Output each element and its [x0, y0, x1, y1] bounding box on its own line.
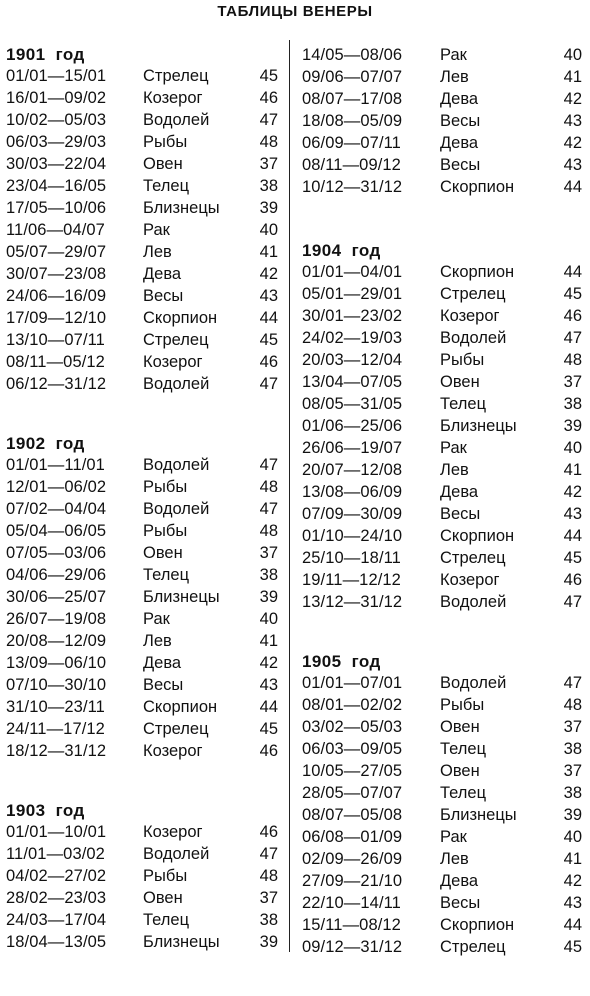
zodiac-sign: Лев [440, 461, 469, 479]
date-range: 23/04—16/05 [6, 177, 107, 195]
sign-code: 46 [259, 823, 278, 841]
sign-code: 44 [259, 698, 278, 716]
date-range: 13/04—07/05 [302, 373, 403, 391]
table-row [302, 415, 582, 437]
zodiac-sign: Рыбы [143, 867, 188, 885]
table-row [302, 349, 582, 371]
table-row [302, 481, 582, 503]
date-range: 04/02—27/02 [6, 867, 107, 885]
sign-code: 41 [259, 632, 278, 650]
sign-code: 40 [563, 439, 582, 457]
zodiac-sign: Овен [440, 373, 480, 391]
zodiac-sign: Овен [440, 762, 480, 780]
table-row [302, 782, 582, 804]
sign-code: 37 [259, 544, 278, 562]
table-row [302, 371, 582, 393]
table-row [302, 503, 582, 525]
zodiac-sign: Телец [440, 740, 487, 758]
table-row [6, 909, 278, 931]
table-row [302, 261, 582, 283]
table-row [6, 718, 278, 740]
table-row [302, 569, 582, 591]
sign-code: 39 [563, 806, 582, 824]
zodiac-sign: Водолей [143, 500, 210, 518]
zodiac-sign: Дева [440, 483, 479, 501]
sign-code: 45 [563, 938, 582, 956]
zodiac-sign: Водолей [143, 845, 210, 863]
table-row [302, 154, 582, 176]
zodiac-sign: Рак [143, 610, 170, 628]
zodiac-sign: Козерог [440, 571, 500, 589]
zodiac-sign: Рыбы [143, 522, 188, 540]
zodiac-sign: Скорпион [440, 916, 515, 934]
table-row [6, 498, 278, 520]
zodiac-sign: Водолей [143, 375, 210, 393]
table-row [302, 936, 582, 958]
table-row [6, 285, 278, 307]
table-row [302, 738, 582, 760]
date-range: 06/08—01/09 [302, 828, 403, 846]
zodiac-sign: Стрелец [440, 285, 506, 303]
date-range: 06/12—31/12 [6, 375, 107, 393]
sign-code: 48 [259, 867, 278, 885]
year-block [302, 240, 582, 613]
zodiac-sign: Стрелец [440, 938, 506, 956]
sign-code: 38 [563, 395, 582, 413]
zodiac-sign: Рак [440, 46, 467, 64]
table-row [6, 131, 278, 153]
zodiac-sign: Козерог [143, 89, 203, 107]
zodiac-sign: Водолей [440, 329, 507, 347]
date-range: 24/06—16/09 [6, 287, 107, 305]
date-range: 02/09—26/09 [302, 850, 403, 868]
sign-code: 46 [259, 89, 278, 107]
table-row [302, 870, 582, 892]
sign-code: 45 [259, 720, 278, 738]
year-heading: 1904 год [302, 241, 381, 260]
date-range: 08/01—02/02 [302, 696, 403, 714]
table-row [6, 843, 278, 865]
zodiac-sign: Рыбы [440, 351, 485, 369]
sign-code: 47 [259, 845, 278, 863]
sign-code: 48 [563, 696, 582, 714]
table-row [6, 454, 278, 476]
table-row [302, 437, 582, 459]
date-range: 28/02—23/03 [6, 889, 107, 907]
sign-code: 47 [563, 674, 582, 692]
zodiac-sign: Телец [143, 911, 190, 929]
zodiac-sign: Телец [143, 566, 190, 584]
zodiac-sign: Овен [143, 889, 183, 907]
table-row [302, 716, 582, 738]
sign-code: 42 [563, 90, 582, 108]
sign-code: 40 [259, 610, 278, 628]
sign-code: 43 [563, 505, 582, 523]
sign-code: 47 [259, 456, 278, 474]
table-row [302, 44, 582, 66]
zodiac-sign: Стрелец [143, 720, 209, 738]
zodiac-sign: Лев [440, 68, 469, 86]
zodiac-sign: Дева [143, 654, 182, 672]
sign-code: 48 [259, 133, 278, 151]
date-range: 31/10—23/11 [6, 698, 105, 716]
zodiac-sign: Скорпион [440, 263, 515, 281]
table-row [6, 65, 278, 87]
sign-code: 42 [563, 134, 582, 152]
date-range: 13/09—06/10 [6, 654, 107, 672]
table-row [6, 351, 278, 373]
date-range: 07/10—30/10 [6, 676, 107, 694]
date-range: 30/06—25/07 [6, 588, 107, 606]
zodiac-sign: Овен [143, 544, 183, 562]
year-heading: 1901 год [6, 45, 85, 64]
date-range: 03/02—05/03 [302, 718, 403, 736]
sign-code: 38 [563, 784, 582, 802]
table-row [6, 329, 278, 351]
right-column [302, 44, 582, 996]
table-row [302, 66, 582, 88]
table-row [6, 219, 278, 241]
sign-code: 41 [563, 850, 582, 868]
sign-code: 44 [563, 527, 582, 545]
sign-code: 39 [259, 588, 278, 606]
sign-code: 41 [563, 461, 582, 479]
date-range: 04/06—29/06 [6, 566, 107, 584]
date-range: 24/11—17/12 [6, 720, 105, 738]
date-range: 08/07—17/08 [302, 90, 403, 108]
sign-code: 47 [259, 375, 278, 393]
sign-code: 38 [563, 740, 582, 758]
date-range: 30/01—23/02 [302, 307, 403, 325]
table-row [6, 373, 278, 395]
table-row [302, 591, 582, 613]
table-row [6, 307, 278, 329]
table-row [6, 608, 278, 630]
date-range: 19/11—12/12 [302, 571, 401, 589]
zodiac-sign: Рыбы [440, 696, 485, 714]
sign-code: 43 [563, 894, 582, 912]
left-column [6, 44, 278, 991]
date-range: 01/01—11/01 [6, 456, 105, 474]
sign-code: 39 [563, 417, 582, 435]
zodiac-sign: Дева [440, 872, 479, 890]
sign-code: 47 [259, 111, 278, 129]
table-row [302, 525, 582, 547]
table-row [302, 132, 582, 154]
table-row [302, 305, 582, 327]
table-row [302, 914, 582, 936]
zodiac-sign: Водолей [143, 456, 210, 474]
zodiac-sign: Водолей [440, 593, 507, 611]
zodiac-sign: Рыбы [143, 478, 188, 496]
date-range: 22/10—14/11 [302, 894, 401, 912]
date-range: 09/12—31/12 [302, 938, 403, 956]
zodiac-sign: Овен [440, 718, 480, 736]
sign-code: 45 [259, 67, 278, 85]
date-range: 27/09—21/10 [302, 872, 403, 890]
date-range: 13/10—07/11 [6, 331, 105, 349]
date-range: 11/01—03/02 [6, 845, 105, 863]
zodiac-sign: Телец [143, 177, 190, 195]
table-row [6, 696, 278, 718]
date-range: 06/09—07/11 [302, 134, 401, 152]
year-block [6, 433, 278, 762]
table-row [6, 652, 278, 674]
zodiac-sign: Дева [440, 90, 479, 108]
sign-code: 41 [563, 68, 582, 86]
table-row [302, 892, 582, 914]
date-range: 10/12—31/12 [302, 178, 403, 196]
sign-code: 42 [563, 483, 582, 501]
sign-code: 38 [259, 566, 278, 584]
date-range: 15/11—08/12 [302, 916, 401, 934]
date-range: 05/04—06/05 [6, 522, 107, 540]
zodiac-sign: Весы [143, 287, 184, 305]
table-row [6, 887, 278, 909]
date-range: 30/03—22/04 [6, 155, 107, 173]
date-range: 20/07—12/08 [302, 461, 403, 479]
table-row [302, 694, 582, 716]
table-row [6, 674, 278, 696]
sign-code: 42 [563, 872, 582, 890]
table-row [302, 176, 582, 198]
year-heading: 1905 год [302, 652, 381, 671]
date-range: 08/05—31/05 [302, 395, 403, 413]
zodiac-sign: Водолей [440, 674, 507, 692]
table-row [6, 865, 278, 887]
sign-code: 47 [563, 329, 582, 347]
zodiac-sign: Близнецы [440, 806, 517, 824]
sign-code: 46 [259, 742, 278, 760]
date-range: 06/03—29/03 [6, 133, 107, 151]
sign-code: 42 [259, 654, 278, 672]
table-row [302, 110, 582, 132]
table-row [6, 109, 278, 131]
year-heading: 1903 год [6, 801, 85, 820]
table-row [6, 821, 278, 843]
sign-code: 41 [259, 243, 278, 261]
table-row [302, 393, 582, 415]
date-range: 07/05—03/06 [6, 544, 107, 562]
date-range: 01/01—07/01 [302, 674, 403, 692]
date-range: 06/03—09/05 [302, 740, 403, 758]
date-range: 10/05—27/05 [302, 762, 403, 780]
sign-code: 46 [563, 307, 582, 325]
sign-code: 43 [259, 287, 278, 305]
year-block [302, 44, 582, 198]
table-row [6, 175, 278, 197]
table-row [6, 263, 278, 285]
table-row [6, 564, 278, 586]
date-range: 26/06—19/07 [302, 439, 403, 457]
zodiac-sign: Лев [143, 632, 172, 650]
year-heading: 1902 год [6, 434, 85, 453]
date-range: 01/01—10/01 [6, 823, 107, 841]
date-range: 01/01—15/01 [6, 67, 107, 85]
sign-code: 44 [563, 263, 582, 281]
date-range: 05/07—29/07 [6, 243, 107, 261]
zodiac-sign: Водолей [143, 111, 210, 129]
sign-code: 46 [259, 353, 278, 371]
zodiac-sign: Рак [143, 221, 170, 239]
date-range: 17/05—10/06 [6, 199, 107, 217]
sign-code: 39 [259, 199, 278, 217]
zodiac-sign: Весы [440, 112, 481, 130]
sign-code: 39 [259, 933, 278, 951]
zodiac-sign: Весы [143, 676, 184, 694]
zodiac-sign: Весы [440, 505, 481, 523]
date-range: 20/08—12/09 [6, 632, 107, 650]
table-row [302, 848, 582, 870]
sign-code: 45 [563, 549, 582, 567]
table-row [6, 153, 278, 175]
sign-code: 42 [259, 265, 278, 283]
date-range: 01/10—24/10 [302, 527, 403, 545]
sign-code: 46 [563, 571, 582, 589]
table-row [6, 542, 278, 564]
sign-code: 48 [563, 351, 582, 369]
table-row [302, 826, 582, 848]
date-range: 17/09—12/10 [6, 309, 107, 327]
date-range: 01/06—25/06 [302, 417, 403, 435]
date-range: 08/07—05/08 [302, 806, 403, 824]
zodiac-sign: Овен [143, 155, 183, 173]
sign-code: 44 [563, 916, 582, 934]
date-range: 24/02—19/03 [302, 329, 403, 347]
zodiac-sign: Стрелец [440, 549, 506, 567]
table-row [302, 327, 582, 349]
date-range: 18/04—13/05 [6, 933, 107, 951]
zodiac-sign: Стрелец [143, 331, 209, 349]
zodiac-sign: Козерог [143, 742, 203, 760]
date-range: 13/12—31/12 [302, 593, 403, 611]
table-row [6, 241, 278, 263]
table-row [6, 87, 278, 109]
table-row [302, 547, 582, 569]
zodiac-sign: Скорпион [440, 527, 515, 545]
zodiac-sign: Весы [440, 894, 481, 912]
zodiac-sign: Дева [143, 265, 182, 283]
date-range: 25/10—18/11 [302, 549, 401, 567]
year-block [6, 44, 278, 395]
sign-code: 37 [259, 155, 278, 173]
date-range: 07/02—04/04 [6, 500, 107, 518]
date-range: 09/06—07/07 [302, 68, 403, 86]
sign-code: 37 [563, 718, 582, 736]
sign-code: 45 [259, 331, 278, 349]
zodiac-sign: Козерог [143, 823, 203, 841]
sign-code: 48 [259, 522, 278, 540]
sign-code: 44 [259, 309, 278, 327]
zodiac-sign: Близнецы [440, 417, 517, 435]
sign-code: 37 [563, 373, 582, 391]
zodiac-sign: Весы [440, 156, 481, 174]
sign-code: 43 [563, 112, 582, 130]
sign-code: 43 [563, 156, 582, 174]
page-title: ТАБЛИЦЫ ВЕНЕРЫ [217, 3, 373, 20]
sign-code: 48 [259, 478, 278, 496]
zodiac-sign: Близнецы [143, 933, 220, 951]
table-row [6, 740, 278, 762]
zodiac-sign: Лев [440, 850, 469, 868]
date-range: 30/07—23/08 [6, 265, 107, 283]
table-row [302, 760, 582, 782]
sign-code: 38 [259, 911, 278, 929]
date-range: 16/01—09/02 [6, 89, 107, 107]
zodiac-sign: Лев [143, 243, 172, 261]
date-range: 08/11—05/12 [6, 353, 105, 371]
column-divider [289, 40, 290, 952]
date-range: 18/12—31/12 [6, 742, 107, 760]
date-range: 07/09—30/09 [302, 505, 403, 523]
table-row [302, 804, 582, 826]
table-row [302, 283, 582, 305]
zodiac-sign: Дева [440, 134, 479, 152]
date-range: 05/01—29/01 [302, 285, 403, 303]
date-range: 24/03—17/04 [6, 911, 107, 929]
sign-code: 40 [563, 828, 582, 846]
table-row [302, 459, 582, 481]
zodiac-sign: Близнецы [143, 588, 220, 606]
sign-code: 37 [563, 762, 582, 780]
zodiac-sign: Телец [440, 395, 487, 413]
date-range: 20/03—12/04 [302, 351, 403, 369]
zodiac-sign: Козерог [143, 353, 203, 371]
date-range: 18/08—05/09 [302, 112, 403, 130]
zodiac-sign: Стрелец [143, 67, 209, 85]
year-block [6, 800, 278, 953]
date-range: 10/02—05/03 [6, 111, 107, 129]
zodiac-sign: Телец [440, 784, 487, 802]
table-row [6, 476, 278, 498]
table-row [6, 630, 278, 652]
zodiac-sign: Скорпион [440, 178, 515, 196]
sign-code: 43 [259, 676, 278, 694]
date-range: 08/11—09/12 [302, 156, 401, 174]
zodiac-sign: Рак [440, 828, 467, 846]
year-block [302, 651, 582, 958]
sign-code: 37 [259, 889, 278, 907]
sign-code: 40 [259, 221, 278, 239]
table-row [302, 88, 582, 110]
sign-code: 44 [563, 178, 582, 196]
date-range: 13/08—06/09 [302, 483, 403, 501]
table-row [6, 586, 278, 608]
zodiac-sign: Скорпион [143, 698, 218, 716]
sign-code: 38 [259, 177, 278, 195]
date-range: 14/05—08/06 [302, 46, 403, 64]
zodiac-sign: Козерог [440, 307, 500, 325]
date-range: 01/01—04/01 [302, 263, 403, 281]
date-range: 12/01—06/02 [6, 478, 107, 496]
table-row [302, 672, 582, 694]
sign-code: 47 [563, 593, 582, 611]
date-range: 26/07—19/08 [6, 610, 107, 628]
zodiac-sign: Близнецы [143, 199, 220, 217]
table-row [6, 520, 278, 542]
sign-code: 47 [259, 500, 278, 518]
sign-code: 40 [563, 46, 582, 64]
date-range: 11/06—04/07 [6, 221, 105, 239]
date-range: 28/05—07/07 [302, 784, 403, 802]
zodiac-sign: Рыбы [143, 133, 188, 151]
table-row [6, 197, 278, 219]
table-row [6, 931, 278, 953]
zodiac-sign: Скорпион [143, 309, 218, 327]
sign-code: 45 [563, 285, 582, 303]
zodiac-sign: Рак [440, 439, 467, 457]
